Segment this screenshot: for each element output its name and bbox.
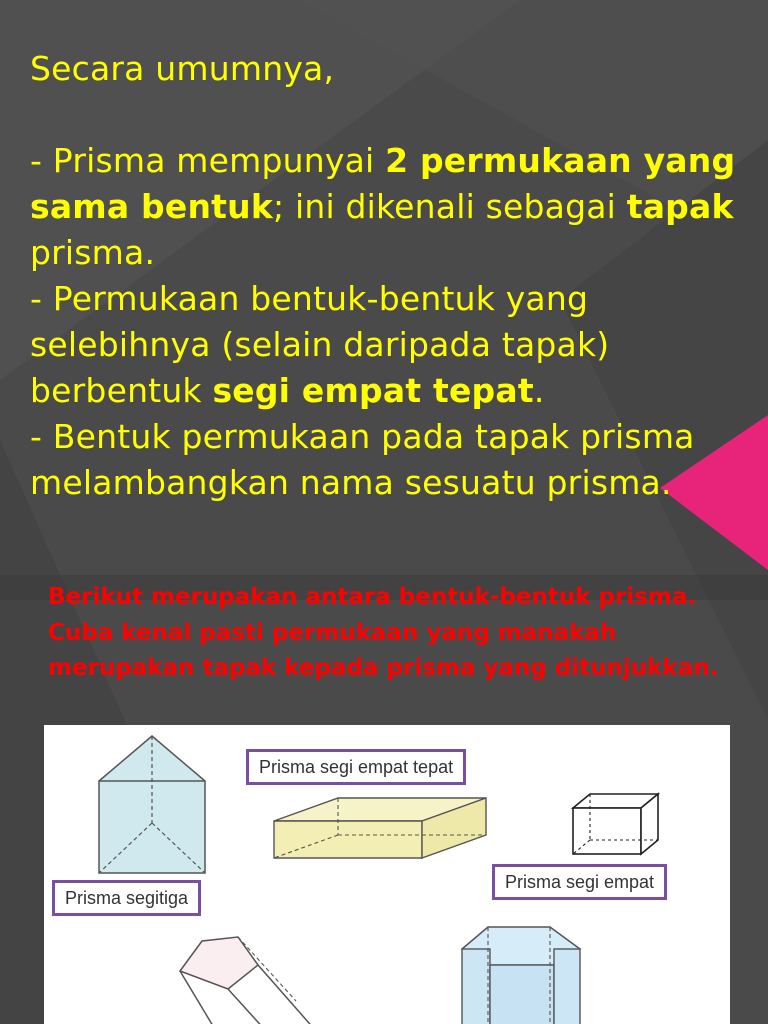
- intro-line: Secara umumnya,: [30, 49, 335, 88]
- point-3: - Bentuk permukaan pada tapak prisma melambangkan nama sesuatu prisma.: [30, 417, 695, 502]
- point-2: - Permukaan bentuk-bentuk yang selebihnya (selain daripada tapak) berbentuk segi empat tepat.: [30, 279, 610, 410]
- pentagonal-prism-drawing: [176, 931, 326, 1024]
- label-rect-prism: Prisma segi empat tepat: [246, 749, 466, 785]
- rectangular-prism-drawing: [272, 795, 488, 861]
- prism-figure: [44, 725, 730, 1024]
- triangular-prism-drawing: [94, 733, 210, 883]
- slide-body-text: [30, 46, 750, 506]
- point-1: - Prisma mempunyai 2 permukaan yang sama bentuk; ini dikenali sebagai tapak prisma.: [30, 141, 736, 272]
- hexagonal-prism-drawing: [458, 921, 598, 1024]
- label-triangular-prism: Prisma segitiga: [52, 880, 201, 916]
- square-prism-drawing: [570, 791, 662, 857]
- figure-caption: Berikut merupakan antara bentuk-bentuk prisma. Cuba kenal pasti permukaan yang manakah merupakan tapak kepada prisma yang ditunjukkan.: [48, 584, 719, 681]
- label-square-prism: Prisma segi empat: [492, 864, 667, 900]
